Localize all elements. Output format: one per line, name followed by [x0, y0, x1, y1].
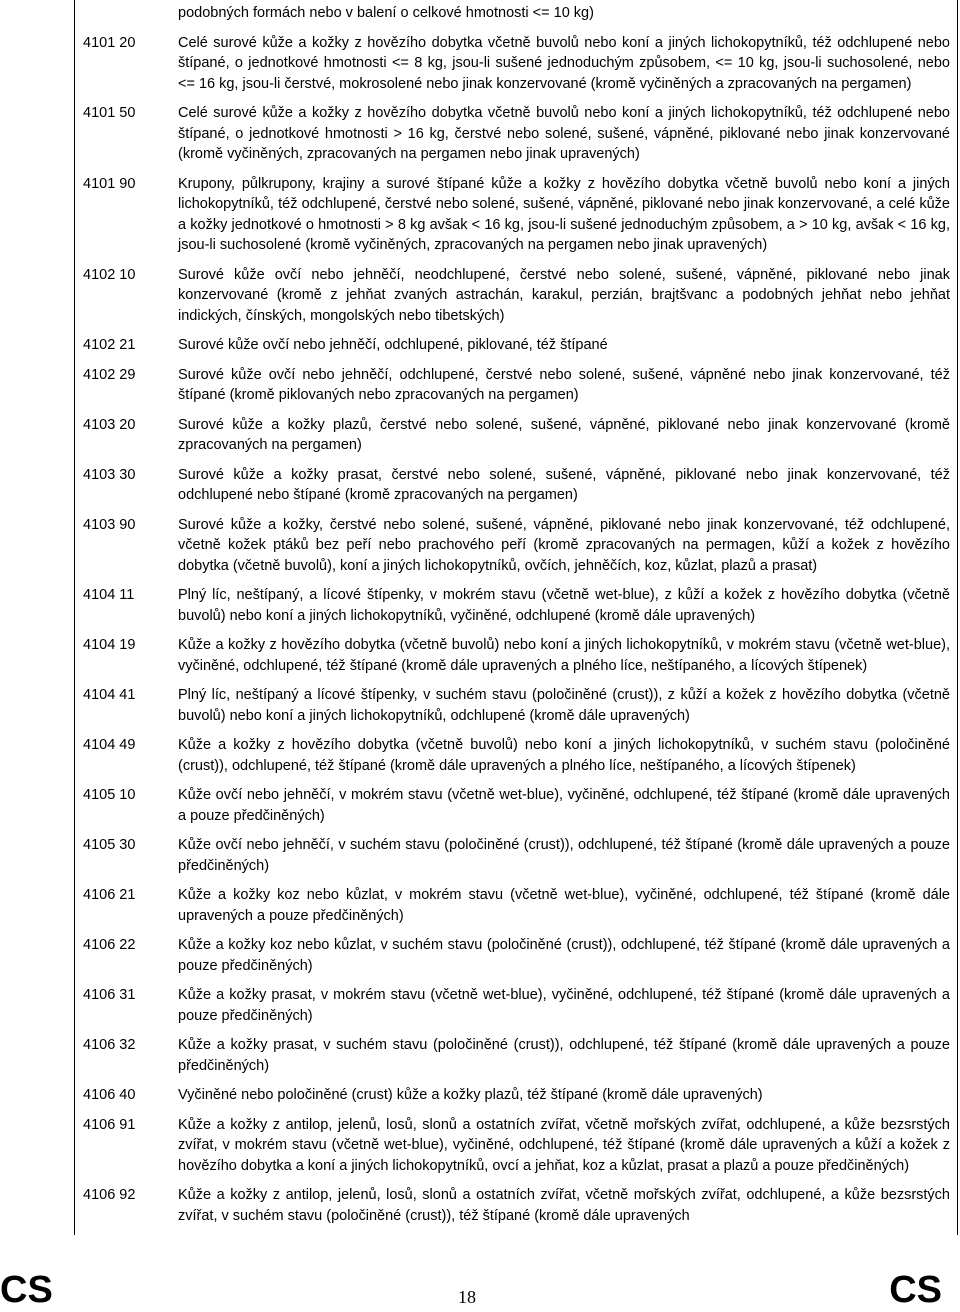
cn-code: 4102 29 [83, 366, 136, 383]
cn-code: 4104 19 [83, 637, 136, 653]
cn-code: 4104 41 [83, 687, 136, 703]
page-number: 18 [458, 1287, 476, 1307]
goods-description: Kůže ovčí nebo jehněčí, v suchém stavu (poločiněné (crust)), odchlupené, též štípané (kromě dále upravených a pouze předčiněných) [178, 837, 950, 874]
goods-description: Kůže a kožky z hovězího dobytka (včetně buvolů) nebo koní a jiných lichokopytníků, v mokrém stavu (včetně wet-blue), vyčiněné, odchlupené, též štípané (kromě dále upravených a plného líce, neštípaného, a lícových štípenek) [178, 637, 950, 674]
table-row [75, 465, 957, 515]
goods-description: Surové kůže ovčí nebo jehněčí, odchlupené, piklované, též štípané [178, 337, 608, 353]
goods-description: Celé surové kůže a kožky z hovězího dobytka včetně buvolů nebo koní a jiných lichokopytníků, též odchlupené nebo štípané, o jednotkové hmotnosti <= 8 kg, jsou-li sušené jednoduchým způsobem, <= 10 kg, jsou-li suchosolené, nebo <= 16 kg, jsou-li čerstvé, mokrosolené nebo jinak konzervované (kromě vyčiněných a zpracovaných na pergamen) [178, 34, 950, 92]
table-row [75, 365, 957, 415]
cn-code: 4101 90 [83, 175, 136, 192]
table-row [75, 103, 957, 174]
language-mark-left: CS [0, 1269, 53, 1311]
cn-code [75, 3, 178, 24]
cn-code: 4106 32 [83, 1037, 136, 1053]
cn-code: 4105 30 [83, 837, 136, 853]
goods-description: Plný líc, neštípaný, a lícové štípenky, v mokrém stavu (včetně wet-blue), z kůží a kožek z hovězího dobytka (včetně buvolů) nebo koní a jiných lichokopytníků, vyčiněné, odchlupené (kromě dále upravených) [178, 587, 950, 624]
goods-description: Kůže a kožky koz nebo kůzlat, v mokrém stavu (včetně wet-blue), vyčiněné, odchlupené, též štípané (kromě dále upravených a pouze předčiněných) [178, 887, 950, 924]
table-row [75, 265, 957, 336]
goods-description: Krupony, půlkrupony, krajiny a surové štípané kůže a kožky z hovězího dobytka včetně buvolů nebo koní a jiných lichokopytníků, též odchlupené, čerstvé nebo solené, sušené, vápněné, piklované nebo jinak konzervované, a celé kůže a kožky jednotkové o hmotnosti > 8 kg avšak < 16 kg, jsou-li sušené jednoduchým způsobem, a > 10 kg, avšak < 16 kg, jsou-li suchosolené (kromě vyčiněných, zpracovaných na pergamen nebo jinak upravených) [178, 175, 950, 253]
table-row [75, 33, 957, 104]
table-row [75, 335, 957, 365]
goods-description: Surové kůže a kožky, čerstvé nebo solené, sušené, vápněné, piklované nebo jinak konzervované, též odchlupené, včetně kožek ptáků bez peří nebo prachového peří (kromě zpracovaných na permagen, kůží a kožek z hovězího dobytka (včetně buvolů), koní a jiných lichokopytníků, ovčích, jehněčích, koz, kůzlat, plazů a prasat) [178, 516, 950, 574]
cn-code: 4103 90 [83, 516, 136, 533]
goods-description: podobných formách nebo v balení o celkové hmotnosti <= 10 kg) [178, 5, 594, 21]
goods-description: Surové kůže a kožky plazů, čerstvé nebo solené, sušené, vápněné, piklované nebo jinak konzervované (kromě zpracovaných na pergamen) [178, 416, 950, 453]
cn-code: 4104 11 [83, 587, 135, 603]
goods-description: Kůže a kožky z antilop, jelenů, losů, slonů a ostatních zvířat, včetně mořských zvířat, odchlupené, a kůže bezsrstých zvířat, v mokrém stavu (včetně wet-blue), vyčiněné, odchlupené, též štípané (kromě dále upravených a kůží a kožek z hovězího dobytka a koní a jiných lichokopytníků, ovcí a jehňat, koz a kůzlat, prasat a plazů a pouze předčiněných) [178, 1116, 950, 1174]
goods-description: Kůže a kožky koz nebo kůzlat, v suchém stavu (poločiněné (crust)), odchlupené, též štípané (kromě dále upravených a pouze předčiněných) [178, 937, 950, 974]
goods-description: Kůže a kožky prasat, v suchém stavu (poločiněné (crust)), odchlupené, též štípané (kromě dále upravených a pouze předčiněných) [178, 1037, 950, 1074]
goods-description: Celé surové kůže a kožky z hovězího dobytka včetně buvolů nebo koní a jiných lichokopytníků, též odchlupené nebo štípané, o jednotkové hmotnosti > 16 kg, čerstvé nebo solené, sušené, vápněné, piklované nebo jinak konzervované (kromě vyčiněných, zpracovaných na pergamen nebo jinak upravených) [178, 105, 950, 162]
cn-code: 4106 22 [83, 937, 136, 953]
table-row [75, 515, 957, 586]
goods-description: Vyčiněné nebo poločiněné (crust) kůže a kožky plazů, též štípané (kromě dále upravených) [178, 1087, 763, 1103]
cn-code: 4104 49 [83, 737, 136, 753]
table-row [75, 935, 957, 985]
cn-code: 4101 50 [83, 105, 136, 121]
table-row [75, 1085, 957, 1115]
table-row [75, 835, 957, 885]
table-row [75, 585, 957, 635]
table-row [75, 0, 957, 33]
tariff-table [74, 0, 958, 1235]
cn-code: 4106 91 [83, 1116, 136, 1133]
cn-code: 4106 21 [83, 887, 136, 903]
table-row [75, 415, 957, 465]
table-row [75, 785, 957, 835]
table-row [75, 985, 957, 1035]
table-row [75, 635, 957, 685]
goods-description: Kůže a kožky z hovězího dobytka (včetně buvolů) nebo koní a jiných lichokopytníků, v suchém stavu (poločiněné (crust)), odchlupené, též štípané (kromě dále upravených a plného líce, neštípaného, a lícových štípenek) [178, 737, 950, 774]
cn-code: 4101 20 [83, 34, 136, 51]
language-mark-right: CS [889, 1269, 942, 1311]
cn-code: 4102 21 [83, 337, 136, 353]
table-row [75, 735, 957, 785]
goods-description: Surové kůže ovčí nebo jehněčí, odchlupené, čerstvé nebo solené, sušené, vápněné nebo jinak konzervované, též štípané (kromě piklovaných nebo zpracovaných na pergamen) [178, 366, 950, 403]
cn-code: 4102 10 [83, 266, 136, 283]
goods-description: Surové kůže ovčí nebo jehněčí, neodchlupené, čerstvé nebo solené, sušené, vápněné, piklované nebo jinak konzervované (kromě z jehňat zvaných astrachán, karakul, perzián, brajtšvanc a podobných jehňat nebo jehňat indických, čínských, mongolských nebo tibetských) [178, 266, 950, 324]
table-row [75, 1115, 957, 1186]
cn-code: 4106 31 [83, 987, 136, 1003]
table-row [75, 885, 957, 935]
cn-code: 4103 30 [83, 466, 136, 483]
cn-code: 4103 20 [83, 416, 136, 433]
goods-description: Kůže a kožky prasat, v mokrém stavu (včetně wet-blue), vyčiněné, odchlupené, též štípané (kromě dále upravených a pouze předčiněných) [178, 987, 950, 1024]
table-row [75, 1035, 957, 1085]
goods-description: Plný líc, neštípaný a lícové štípenky, v suchém stavu (poločiněné (crust)), z kůží a kožek z hovězího dobytka (včetně buvolů) nebo koní a jiných lichokopytníků, odchlupené (kromě dále upravených) [178, 687, 950, 724]
cn-code: 4105 10 [83, 787, 136, 803]
cn-code: 4106 92 [83, 1187, 136, 1203]
goods-description: Surové kůže a kožky prasat, čerstvé nebo solené, sušené, vápněné, piklované nebo jinak konzervované, též odchlupené nebo štípané (kromě zpracovaných na pergamen) [178, 466, 950, 503]
goods-description: Kůže a kožky z antilop, jelenů, losů, slonů a ostatních zvířat, včetně mořských zvířat, odchlupené, a kůže bezsrstých zvířat, v suchém stavu (poločiněné (crust)), též štípané (kromě dále upravených [178, 1187, 950, 1224]
table-row [75, 174, 957, 265]
table-row [75, 685, 957, 735]
cn-code: 4106 40 [83, 1087, 136, 1103]
table-row [75, 1185, 957, 1235]
goods-description: Kůže ovčí nebo jehněčí, v mokrém stavu (včetně wet-blue), vyčiněné, odchlupené, též štípané (kromě dále upravených a pouze předčiněných) [178, 787, 950, 824]
